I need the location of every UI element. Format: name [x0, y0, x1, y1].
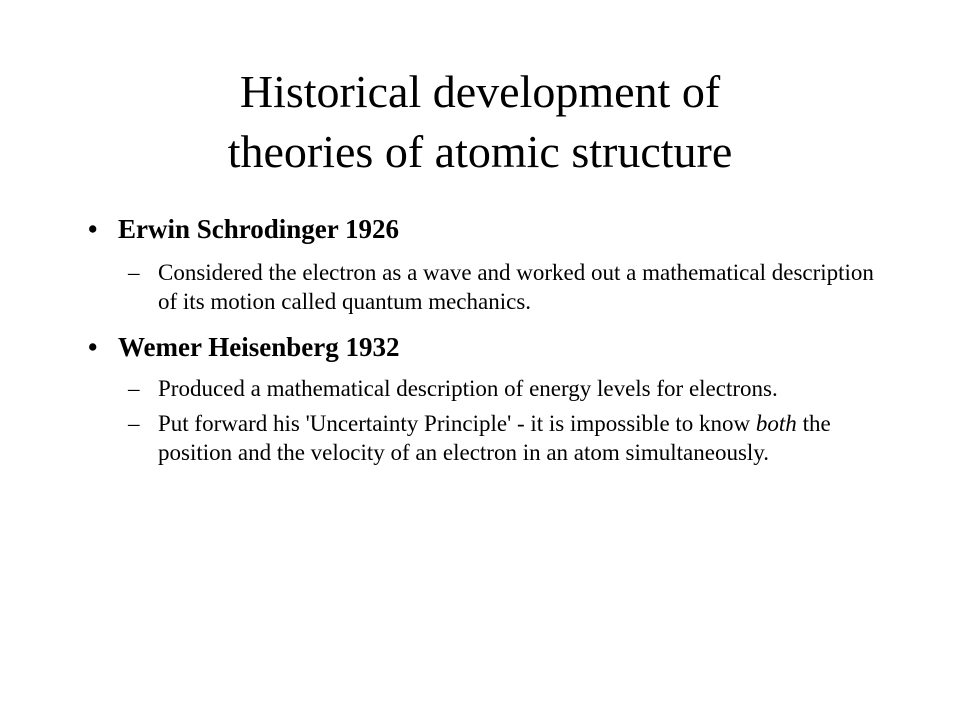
bullet-schrodinger — [88, 212, 888, 246]
sub-point-energy-levels — [88, 374, 888, 403]
dash-marker: – — [128, 260, 140, 285]
bullet-marker: • — [88, 214, 98, 244]
bullet-heisenberg — [88, 330, 888, 364]
dash-marker: – — [128, 411, 140, 436]
sub-point-text-after: the position and the velocity of an electron in an atom simultaneously. — [158, 411, 831, 465]
sub-point-uncertainty — [88, 409, 888, 467]
title-line-2: theories of atomic structure — [227, 126, 733, 177]
title-line-1: Historical development of — [239, 66, 721, 117]
sub-point-wave — [88, 258, 888, 316]
bullet-heading: Wemer Heisenberg 1932 — [118, 332, 400, 362]
emphasis-both: both — [755, 411, 797, 436]
dash-marker: – — [128, 376, 140, 401]
slide-title — [80, 62, 880, 182]
sub-point-text: Produced a mathematical description of energy levels for electrons. — [158, 376, 778, 401]
sub-point-text: Considered the electron as a wave and worked out a mathematical description of its motion called quantum mechanics. — [158, 260, 874, 314]
sub-point-text-before: Put forward his 'Uncertainty Principle' - it is impossible to know — [158, 411, 756, 436]
bullet-marker: • — [88, 332, 98, 362]
bullet-heading: Erwin Schrodinger 1926 — [118, 214, 400, 244]
slide-content — [88, 212, 888, 467]
